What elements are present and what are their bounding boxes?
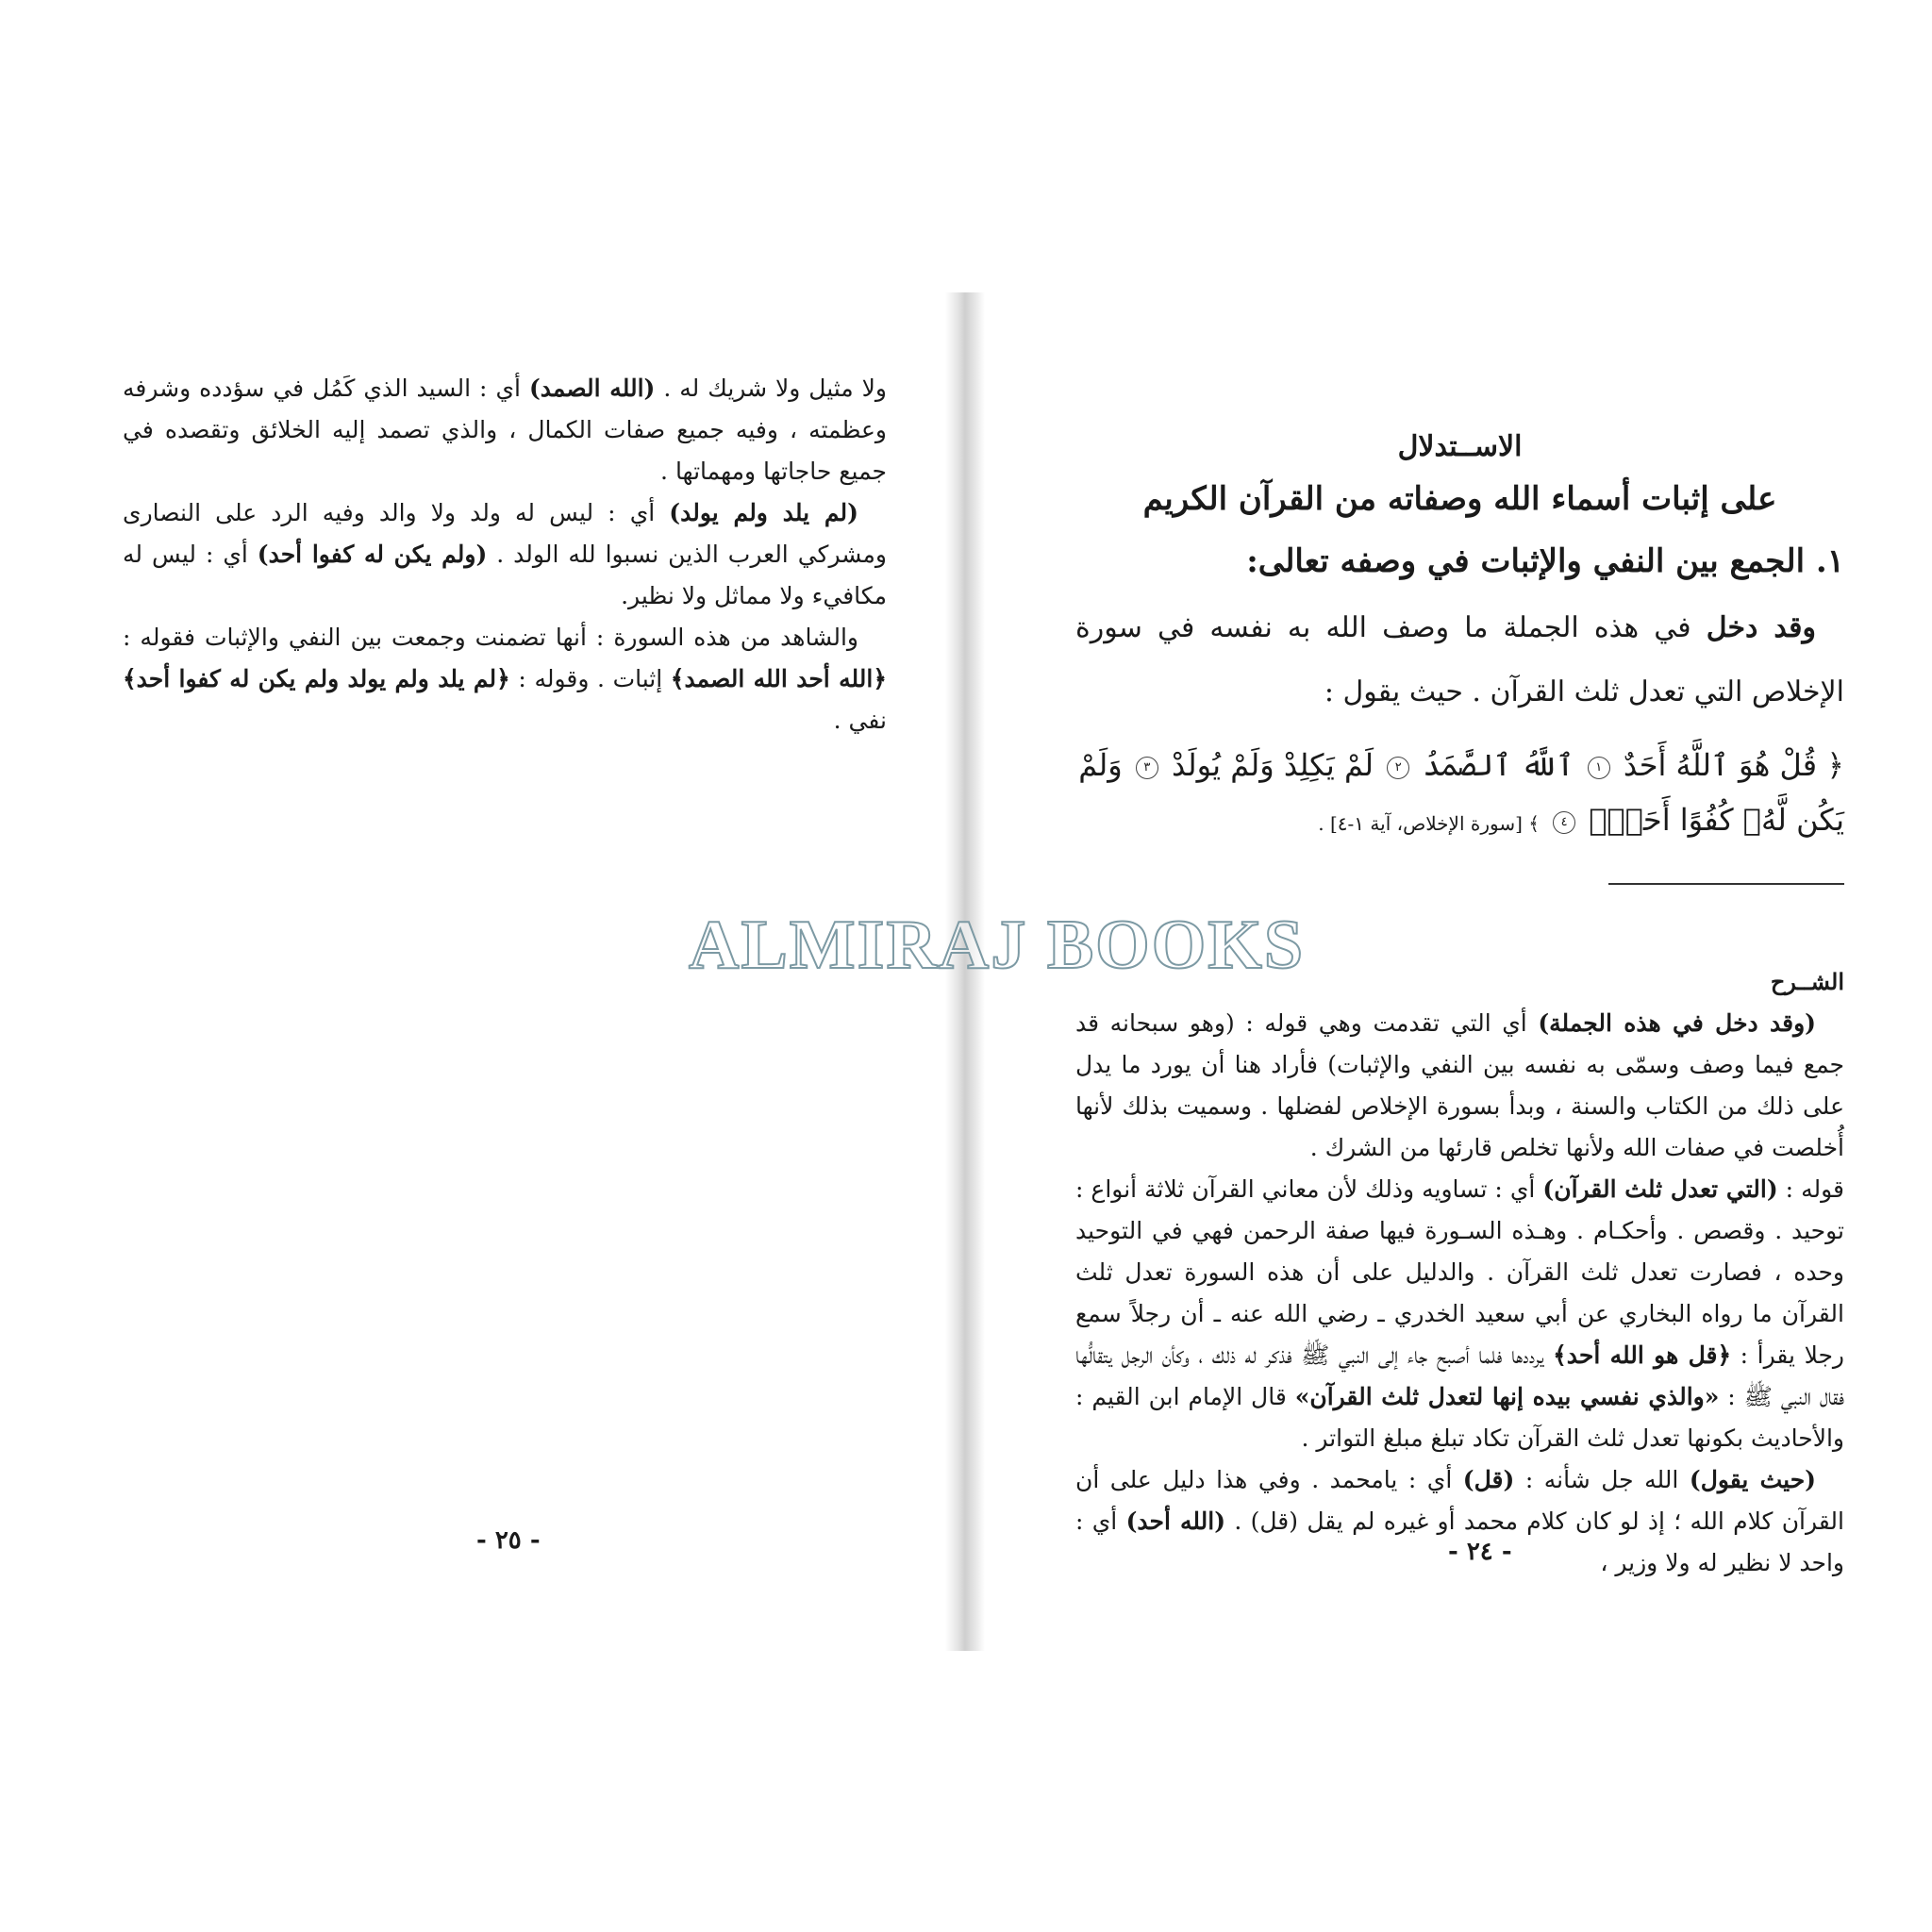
bold-quote: (حيث يقول) (1689, 1466, 1817, 1493)
left-page (123, 368, 887, 741)
verse-text-4: وَلَمْ يَكُن لَّهُۥ كُفُوًا أَحَدٌۢ (1078, 747, 1844, 838)
text-run: ولا مثيل ولا شريك له . (655, 375, 887, 402)
text-run: نفي . (833, 707, 887, 734)
bold-quote: ﴿لم يلد ولم يولد ولم يكن له كفوا أحد﴾ (123, 665, 510, 692)
section-heading: ١. الجمع بين النفي والإثبات في وصفه تعالى: (1246, 542, 1844, 580)
aya-number-marker: ٢ (1387, 757, 1409, 779)
text-run: أي : تساويه وذلك لأن معاني القرآن ثلاثة أنواع : توحيد . وقصص . وأحكـام . وهـذه السـورة فيها صفة الرحمن فهي في التوحيد وحده ، فصارت تعدل ثلث القرآن . والدليل على أن هذه السورة تعدل ثلث القرآن ما رواه البخاري عن أبي سعيد الخدري ـ رضي الله عنه ـ أن رجلاً سمع رجلا يقرأ : (1075, 1175, 1845, 1369)
commentary-paragraph-1 (1075, 1003, 1844, 1169)
lead-paragraph (1075, 596, 1844, 724)
bold-quote: «والذي نفسي بيده إنها لتعدل ثلث القرآن» (1294, 1383, 1720, 1410)
footnote-divider (1608, 883, 1844, 885)
text-run: في هذه الجملة ما وصف الله به نفسه في سورة الإخلاص التي تعدل ثلث القرآن . حيث يقول : (1075, 611, 1844, 708)
bold-quote: (الله أحد) (1125, 1507, 1226, 1535)
watermark-logo: ALMIRAJ BOOKS (689, 907, 1306, 984)
text-run: الله جل شأنه : (1514, 1466, 1690, 1493)
verse-text-1: ﴿ قُلْ هُوَ ٱللَّهُ أَحَدٌ (1623, 747, 1844, 783)
left-page-number: - ٢٥ - (476, 1526, 541, 1555)
bold-quote: ﴿الله أحد الله الصمد﴾ (670, 665, 888, 692)
text-run: أي : السيد الذي كَمُل في سؤدده وشرفه وعظمته ، وفيه جميع صفات الكمال ، والذي تصمد إليه الخلائق وتقصده في جميع حاجاتها ومهماتها . (123, 375, 887, 485)
text-run: أي : ليس له مكافيء ولا مماثل ولا نظير. (123, 541, 887, 609)
text-run: أي : يامحمد . وفي هذا دليل على أن القرآن كلام الله ؛ إذ لو كان كلام محمد أو غيره لم يقل (قل) . (1075, 1466, 1844, 1535)
bold-quote: (ولم يكن له كفوا أحد) (257, 541, 488, 568)
verse-text-3: لَمْ يَكِلِدْ وَلَمْ يُولَدْ (1172, 747, 1374, 783)
text-run: قوله : (1777, 1175, 1844, 1203)
right-page-number: - ٢٤ - (1448, 1538, 1512, 1566)
bold-quote: (لم يلد ولم يولد) (669, 499, 858, 526)
text-run: إثبات . وقوله : (509, 665, 671, 692)
text-run: أي : واحد لا نظير له ولا وزير ، (1075, 1507, 1844, 1576)
verse-citation: ﴾ [سورة الإخلاص، آية ١-٤] . (1318, 812, 1540, 835)
left-paragraph-1 (123, 368, 887, 492)
commentary-paragraph-2 (1075, 1169, 1844, 1459)
text-run: قال الإمام ابن القيم : والأحاديث بكونها تعدل ثلث القرآن تكاد تبلغ مبلغ التواتر . (1075, 1383, 1844, 1452)
bold-quote: (قل) (1462, 1466, 1515, 1493)
text-run: يرددها فلما أصبح جاء إلى النبي ﷺ فذكر له ذلك ، وكأن الرجل يتقالُّها فقال النبي ﷺ : (1075, 1341, 1844, 1410)
left-paragraph-3 (123, 617, 887, 741)
bold-quote: وقد دخل (1706, 611, 1816, 644)
chapter-heading: الاســتدلال (1397, 430, 1523, 463)
aya-number-marker: ٣ (1136, 757, 1158, 779)
aya-number-marker: ١ (1588, 757, 1610, 779)
aya-number-marker: ٤ (1553, 811, 1575, 834)
text-run: أي : ليس له ولد ولا والد وفيه الرد على النصارى ومشركي العرب الذين نسبوا لله الولد . (123, 499, 888, 568)
text-run: والشاهد من هذه السورة : أنها تضمنت وجمعت بين النفي والإثبات فقوله : (123, 624, 858, 651)
right-page (1075, 425, 1844, 1584)
quran-verse (1075, 738, 1844, 851)
bold-quote: (وقد دخل في هذه الجملة) (1538, 1009, 1816, 1037)
bold-quote: (الله الصمد) (528, 375, 656, 402)
text-run: أي التي تقدمت وهي قوله : (وهو سبحانه قد جمع فيما وصف وسمّى به نفسه بين النفي والإثبات) فأراد هنا أن يورد ما يدل على ذلك من الكتاب والسنة ، وبدأ بسورة الإخلاص لفضلها . وسميت بذلك لأنها أُخلصت في صفات الله ولأنها تخلص قارئها من الشرك . (1075, 1009, 1844, 1161)
chapter-subheading: على إثبات أسماء الله وصفاته من القرآن الكريم (1142, 480, 1777, 518)
left-paragraph-2 (123, 492, 887, 617)
bold-quote: ﴿قل هو الله أحد﴾ (1553, 1341, 1732, 1369)
verse-text-2: ٱللَّهُ ٱلصَّمَدُ (1423, 747, 1574, 783)
commentary-heading: الشــرح (1770, 968, 1844, 995)
bold-quote: (التي تعدل ثلث القرآن) (1542, 1175, 1778, 1203)
